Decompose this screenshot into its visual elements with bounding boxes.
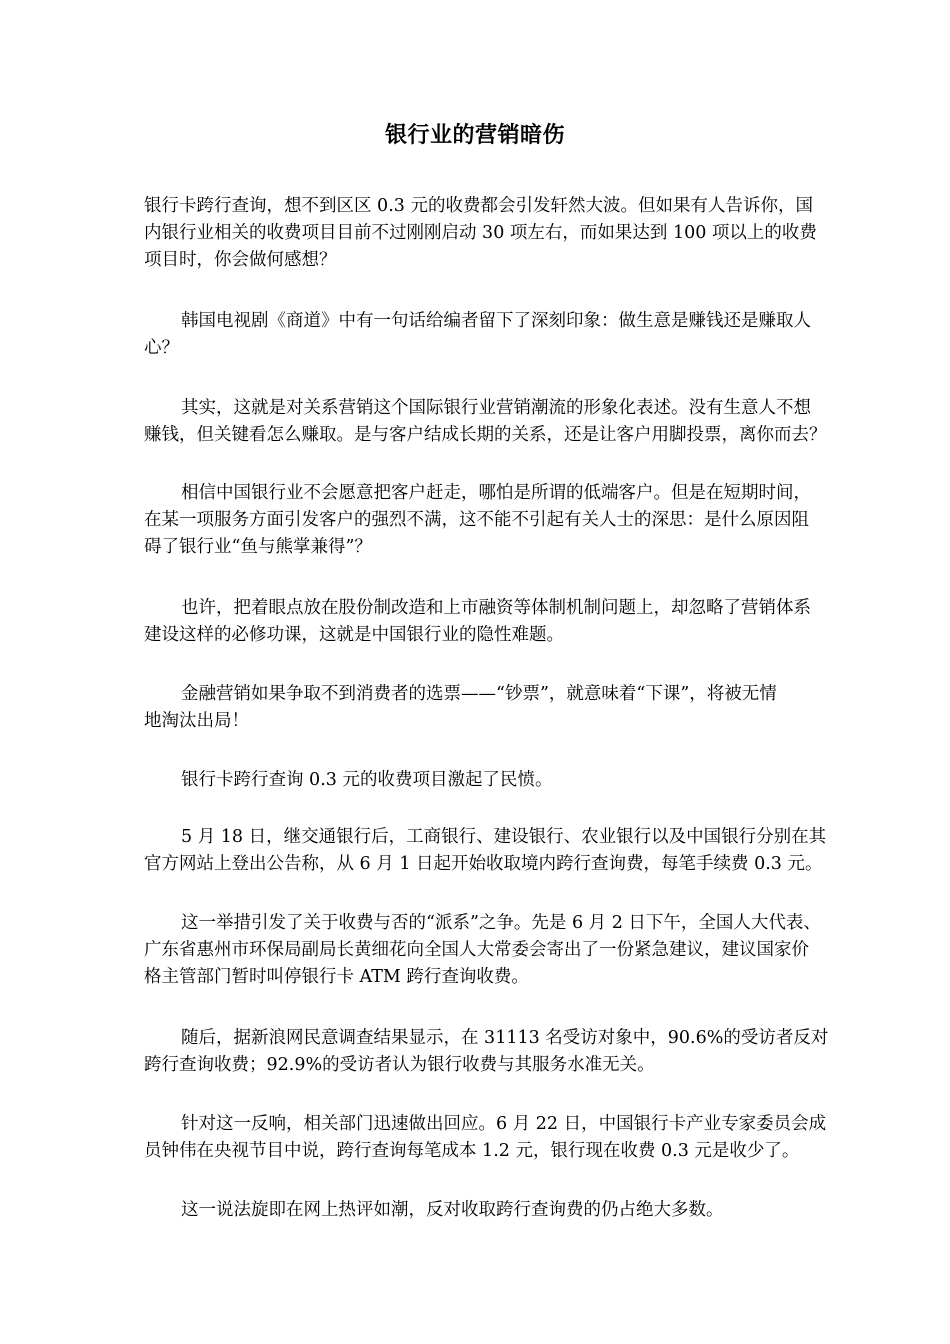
paragraph-line: 广东省惠州市环保局副局长黄细花向全国人大常委会寄出了一份紧急建议，建议国家价 [144, 940, 809, 960]
paragraph-line: 银行卡跨行查询，想不到区区 0.3 元的收费都会引发轩然大波。但如果有人告诉你，国 [144, 196, 813, 216]
paragraph-7 [144, 767, 884, 794]
paragraph-line: 格主管部门暂时叫停银行卡 ATM 跨行查询收费。 [144, 967, 529, 987]
paragraph-line: 银行卡跨行查询 0.3 元的收费项目激起了民愤。 [181, 770, 553, 790]
paragraph-10 [144, 1025, 884, 1079]
paragraph-line: 随后，据新浪网民意调查结果显示，在 31113 名受访对象中，90.6%的受访者反对 [181, 1028, 829, 1048]
paragraph-9 [144, 910, 884, 991]
paragraph-line: 项目时，你会做何感想？ [144, 250, 337, 270]
paragraph-line: 相信中国银行业不会愿意把客户赶走，哪怕是所谓的低端客户。但是在短期时间， [181, 483, 811, 503]
paragraph-line: 金融营销如果争取不到消费者的选票——“钞票”，就意味着“下课”，将被无情 [181, 684, 777, 704]
paragraph-line: 5 月 18 日，继交通银行后，工商银行、建设银行、农业银行以及中国银行分别在其 [181, 827, 827, 847]
paragraph-11 [144, 1111, 884, 1165]
paragraph-line: 心？ [144, 338, 179, 358]
paragraph-2 [144, 308, 884, 362]
paragraph-line: 针对这一反响，相关部门迅速做出回应。6 月 22 日，中国银行卡产业专家委员会成 [181, 1114, 827, 1134]
paragraph-line: 这一举措引发了关于收费与否的“派系”之争。先是 6 月 2 日下午，全国人大代表、 [181, 913, 821, 933]
paragraph-line: 韩国电视剧《商道》中有一句话给编者留下了深刻印象：做生意是赚钱还是赚取人 [181, 311, 811, 331]
paragraph-12 [144, 1197, 884, 1224]
paragraph-3 [144, 395, 884, 449]
paragraph-6 [144, 681, 884, 735]
paragraph-line: 也许，把着眼点放在股份制改造和上市融资等体制机制问题上，却忽略了营销体系 [181, 598, 811, 618]
page-title: 银行业的营销暗伤 [384, 123, 565, 148]
paragraph-line: 这一说法旋即在网上热评如潮，反对收取跨行查询费的仍占绝大多数。 [181, 1200, 724, 1220]
paragraph-1 [144, 193, 884, 274]
paragraph-8 [144, 824, 884, 878]
paragraph-line: 内银行业相关的收费项目目前不过刚刚启动 30 项左右，而如果达到 100 项以上的收费 [144, 223, 817, 243]
paragraph-line: 其实，这就是对关系营销这个国际银行业营销潮流的形象化表述。没有生意人不想 [181, 398, 811, 418]
paragraph-line: 建设这样的必修功课，这就是中国银行业的隐性难题。 [144, 625, 564, 645]
paragraph-4 [144, 480, 884, 561]
paragraph-line: 跨行查询收费；92.9%的受访者认为银行收费与其服务水准无关。 [144, 1055, 655, 1075]
paragraph-line: 官方网站上登出公告称，从 6 月 1 日起开始收取境内跨行查询费，每笔手续费 0.3 元。 [144, 854, 823, 874]
paragraph-line: 地淘汰出局！ [144, 711, 249, 731]
paragraph-line: 在某一项服务方面引发客户的强烈不满，这不能不引起有关人士的深思：是什么原因阻 [144, 510, 809, 530]
paragraph-5 [144, 595, 884, 649]
paragraph-line: 碍了银行业“鱼与熊掌兼得”？ [144, 537, 372, 557]
paragraph-line: 员钟伟在央视节目中说，跨行查询每笔成本 1.2 元，银行现在收费 0.3 元是收少了。 [144, 1141, 800, 1161]
paragraph-line: 赚钱，但关键看怎么赚取。是与客户结成长期的关系，还是让客户用脚投票，离你而去？ [144, 425, 827, 445]
